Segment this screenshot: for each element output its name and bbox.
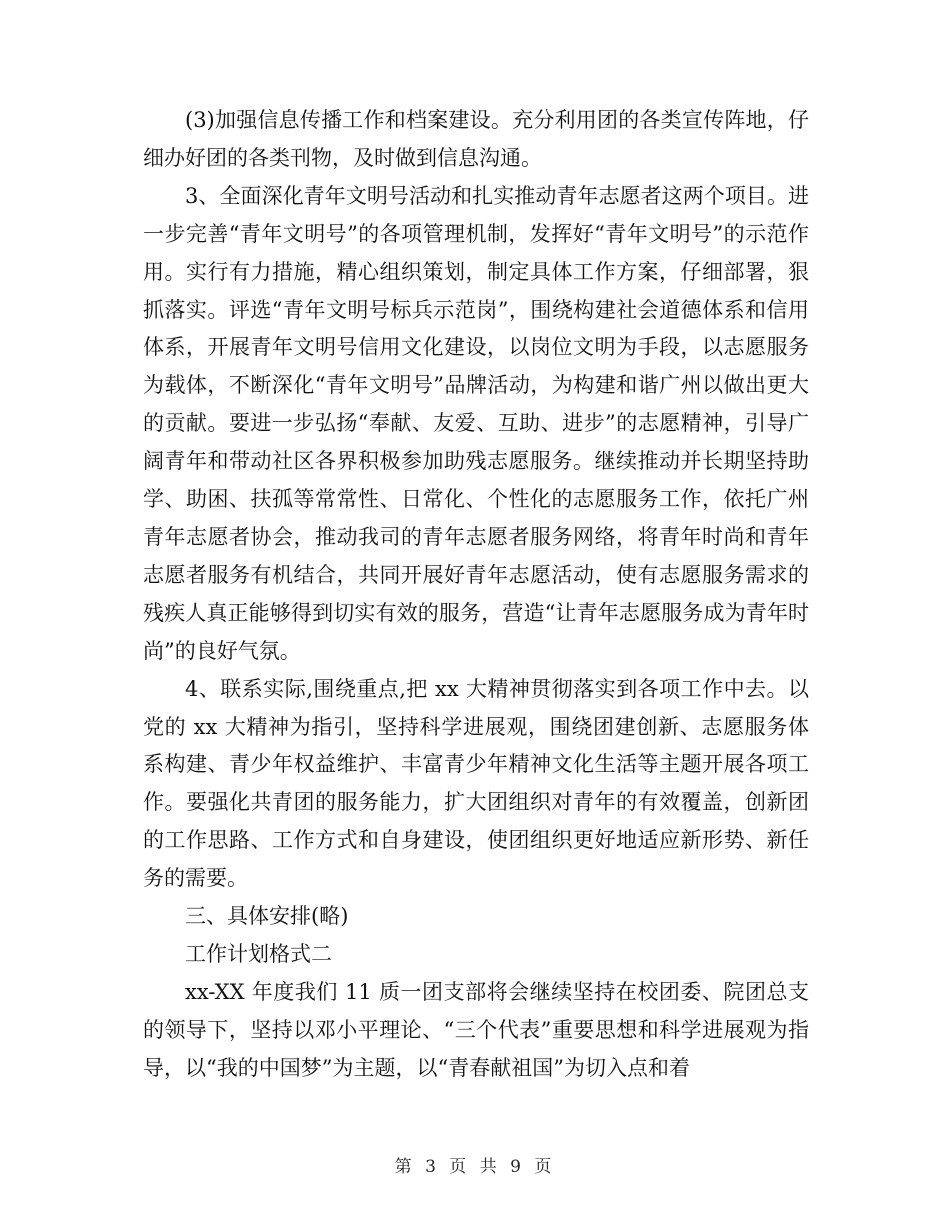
paragraph-info-dissemination: (3)加强信息传播工作和档案建设。充分利用团的各类宣传阵地，仔细办好团的各类刊物，及时做到信息沟通。 [143, 108, 809, 170]
heading-specific-arrangements: 三、具体安排(略) [185, 904, 349, 929]
paragraph-youth-civilization: 3、全面深化青年文明号活动和扎实推动青年志愿者这两个项目。进一步完善“青年文明号”的各项管理机制，发挥好“青年文明号”的示范作用。实行有力措施，精心组织策划，制定具体工作方案，仔细部署，狠抓落实。评选“青年文明号标兵示范岗”，围绕构建社会道德体系和信用体系，开展青年文明号信用文化建设，以岗位文明为手段，以志愿服务为载体，不断深化“青年文明号”品牌活动，为构建和谐广州以做出更大的贡献。要进一步弘扬“奉献、友爱、互助、进步”的志愿精神，引导广阔青年和带动社区各界积极参加助残志愿服务。继续推动并长期坚持助学、助困、扶孤等常常性、日常化、个性化的志愿服务工作，依托广州青年志愿者协会，推动我司的青年志愿者服务网络，将青年时尚和青年志愿者服务有机结合，共同开展好青年志愿活动，使有志愿服务需求的残疾人真正能够得到切实有效的服务，营造“让青年志愿服务成为青年时尚”的良好气氛。 [143, 183, 809, 663]
document-body [143, 102, 809, 1088]
heading-work-plan-format-two: 工作计划格式二 [185, 941, 332, 966]
page-number-footer: 第 3 页 共 9 页 [394, 1157, 556, 1177]
paragraph-practical-focus: 4、联系实际,围绕重点,把 xx 大精神贯彻落实到各项工作中去。以党的 xx 大精神为指引，坚持科学进展观，围绕团建创新、志愿服务体系构建、青少年权益维护、丰富青少年精神文化生活等主题开展各项工作。要强化共青团的服务能力，扩大团组织对青年的有效覆盖，创新团的工作思路、工作方式和自身建设，使团组织更好地适应新形势、新任务的需要。 [143, 676, 809, 891]
paragraph-annual-plan: xx-XX 年度我们 11 质一团支部将会继续坚持在校团委、院团总支的领导下，坚持以邓小平理论、“三个代表”重要思想和科学进展观为指导，以“我的中国梦”为主题，以“青春献祖国”为切入点和着 [143, 979, 809, 1080]
